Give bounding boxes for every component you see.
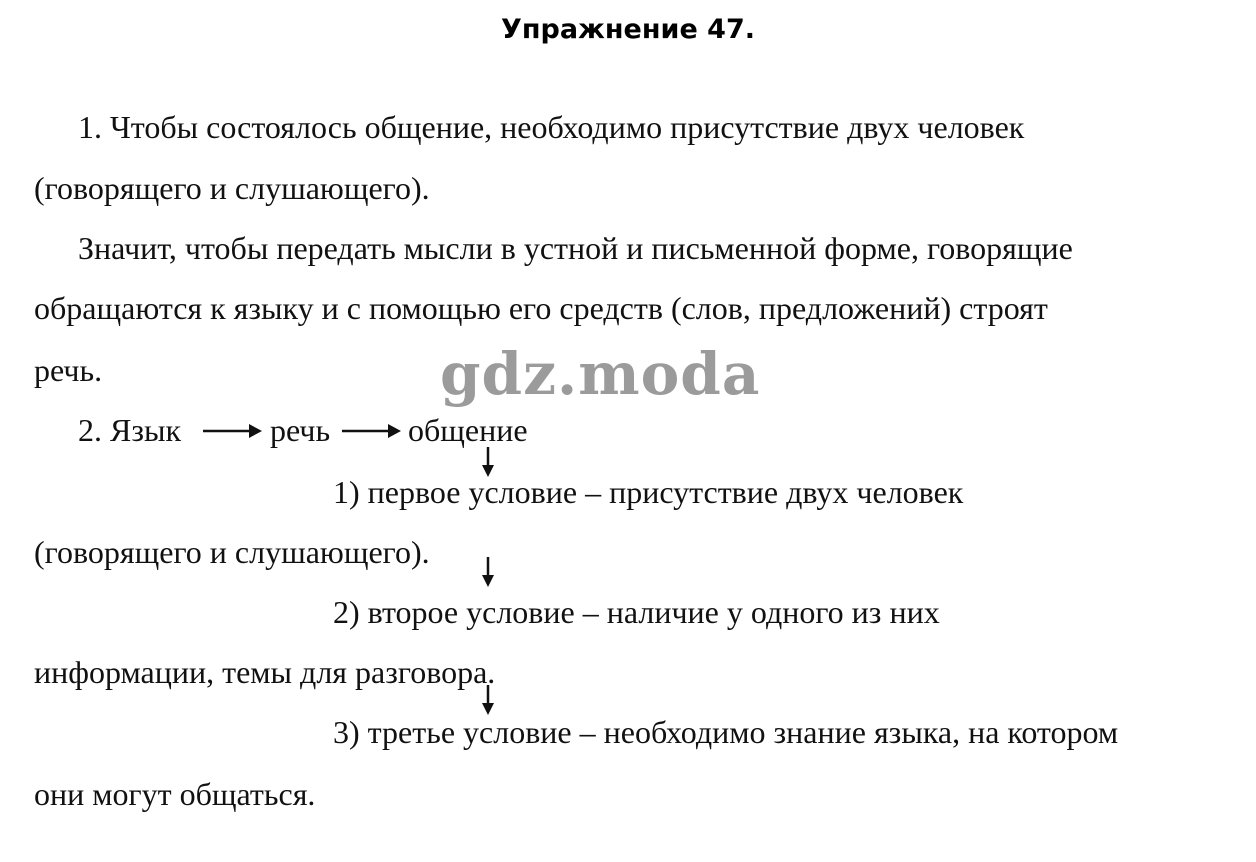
- arrow-right-icon: [202, 420, 264, 442]
- item1-line2: (говорящего и слушающего).: [34, 170, 430, 206]
- watermark: gdz.moda: [440, 340, 761, 408]
- exercise-title: Упражнение 47.: [501, 14, 755, 45]
- condition3-line1: 3) третье условие – необходимо знание языка, на котором: [333, 714, 1119, 750]
- item1-line1: 1. Чтобы состоялось общение, необходимо присутствие двух человек: [78, 109, 1025, 145]
- condition1-line2: (говорящего и слушающего).: [34, 534, 430, 570]
- item2-word-speech: речь: [270, 412, 331, 448]
- item1-line3: Значит, чтобы передать мысли в устной и письменной форме, говорящие: [78, 230, 1073, 266]
- condition2-line1: 2) второе условие – наличие у одного из них: [333, 594, 940, 630]
- condition3-line2: они могут общаться.: [34, 776, 316, 812]
- arrow-right-icon: [341, 420, 403, 442]
- item2-label: 2. Язык: [78, 412, 182, 448]
- condition2-line2: информации, темы для разговора.: [34, 654, 496, 690]
- item2-word-communication: общение: [408, 412, 528, 448]
- arrow-down-icon: [479, 556, 497, 588]
- condition1-line1: 1) первое условие – присутствие двух человек: [333, 474, 964, 510]
- item1-line5: речь.: [34, 352, 103, 388]
- item1-line4: обращаются к языку и с помощью его средств (слов, предложений) строят: [34, 290, 1048, 326]
